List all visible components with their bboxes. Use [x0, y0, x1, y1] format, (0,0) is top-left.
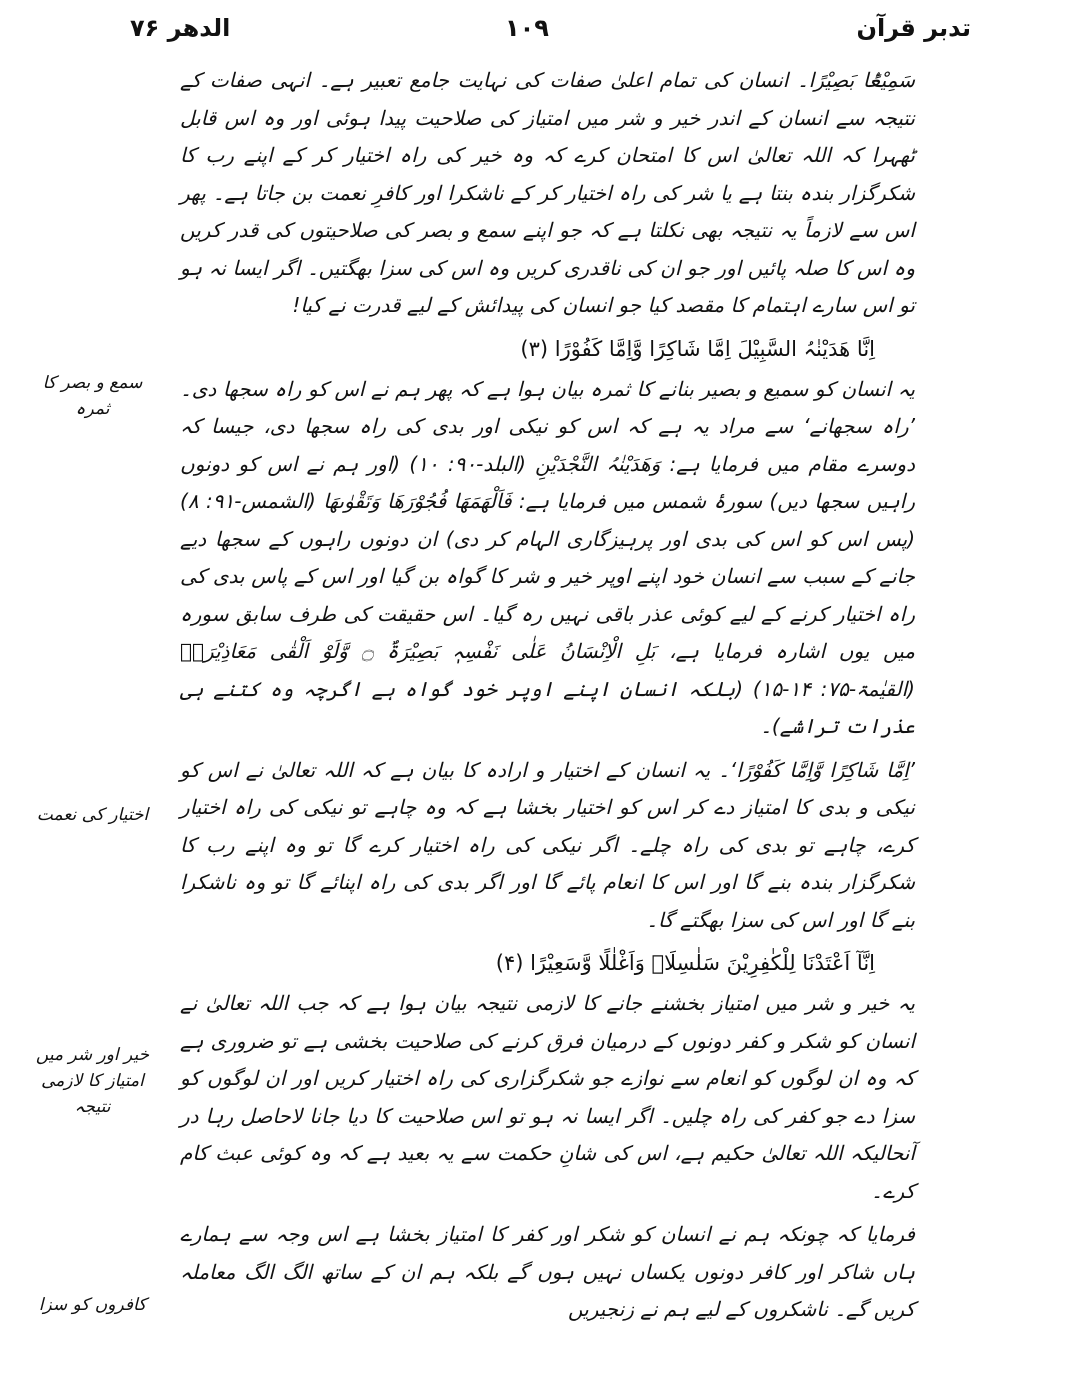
paragraph-choice: ’اِمَّا شَاکِرًا وَّاِمَّا کَفُوْرًا‘۔ یہ انسان کے اختیار و ارادہ کا بیان ہے کہ اللہ تعالیٰ نے اس کو نیکی و بدی کا امتیاز دے کر اس کو اختیار بخشا ہے کہ وہ چاہے تو نیکی کی راہ اختیار کرے، چاہے تو بدی کی راہ چلے۔ اگر نیکی کی راہ اختیار کرے گا تو وہ اپنے رب کا شکرگزار بندہ بنے گا اور اس کا انعام پائے گا اور اگر بدی کی راہ اپنائے گا تو وہ ناشکرا بنے گا اور اس کی سزا بھگتے گا۔: [180, 757, 916, 932]
verse-4: اِنَّآ اَعْتَدْنَا لِلْکٰفِرِیْنَ سَلٰسِلَاۡ وَاَغْلٰلًا وَّسَعِیْرًا (۴): [495, 951, 875, 975]
verse-3: اِنَّا ھَدَیْنٰہُ السَّبِیْلَ اِمَّا شَاکِرًا وَّاِمَّا کَفُوْرًا (۳): [520, 336, 875, 361]
surah-reference: الدھر ۷۶: [130, 14, 231, 42]
book-title: تدبر قرآن: [856, 14, 971, 42]
page-number: ۱۰۹: [505, 14, 549, 42]
paragraph-verse-3-explanation: یہ انسان کو سمیع و بصیر بنانے کا ثمرہ بیان ہوا ہے کہ پھر ہم نے اس کو راہ سجھا دی۔ ’راہ سجھانے‘ سے مراد یہ ہے کہ اس کو نیکی اور بدی کی راہ سجھا دی، جیسا کہ دوسرے مقام میں فرمایا ہے: وَھَدَیْنٰہُ النَّجْدَیْنِ (البلد-۹۰: ۱۰) (اور ہم نے اس کو دونوں راہیں سجھا دیں) سورۂ شمس میں فرمایا ہے: فَاَلْھَمَھَا فُجُوْرَھَا وَتَقْوٰىھَا (الشمس-۹۱: ۸) (پس اس کو اس کی بدی اور پرہیزگاری الہام کر دی) ان دونوں راہوں کے سجھا دیے جانے کے سبب سے انسان خود اپنے اوپر خیر و شر کا گواہ بن گیا اور اس کے پاس بدی کی راہ اختیار کرنے کے لیے کوئی عذر باقی نہیں رہ گیا۔ اس حقیقت کی طرف سابق سورہ میں یوں اشارہ فرمایا ہے، بَلِ الْاِنْسَانُ عَلٰی نَفْسِہٖ بَصِیْرَۃٌ ۝ وَّلَوْ اَلْقٰی مَعَاذِیْرَہٗ (القیٰمۃ-۷۵: ۱۴-۱۵) (بلکہ انسان اپنے اوپر خود گواہ ہے اگرچہ وہ کتنے ہی عذرات تراشے)۔: [180, 376, 916, 738]
paragraph-consequence: یہ خیر و شر میں امتیاز بخشنے جانے کا لازمی نتیجہ بیان ہوا ہے کہ جب اللہ تعالیٰ نے انسان کو شکر و کفر دونوں کے درمیان فرق کرنے کی صلاحیت بخشی ہے تو ضروری ہے کہ وہ ان لوگوں کو انعام سے نوازے جو شکرگزاری کی راہ اختیار کریں اور ان لوگوں کو سزا دے جو کفر کی راہ چلیں۔ اگر ایسا نہ ہو تو اس صلاحیت کا دیا جانا لاحاصل رہا در آنحالیکہ اللہ تعالیٰ حکیم ہے، اس کی شانِ حکمت سے یہ بعید ہے کہ وہ کوئی عبث کام کرے۔: [180, 991, 916, 1203]
side-note-discernment: خیر اور شر میں امتیاز کا لازمی نتیجہ: [35, 1045, 150, 1117]
side-note-punishment: کافروں کو سزا: [38, 1295, 147, 1315]
paragraph-intro: سَمِیْعًۢا بَصِیْرًا۔ انسان کی تمام اعلیٰ صفات کی نہایت جامع تعبیر ہے۔ انہی صفات کے نتیجہ سے انسان کے اندر خیر و شر میں امتیاز کی صلاحیت پیدا ہوئی اور وہ اس قابل ٹھہرا کہ اللہ تعالیٰ اس کا امتحان کرے کہ وہ خیر کی راہ اختیار کر کے اپنے رب کا شکرگزار بندہ بنتا ہے یا شر کی راہ اختیار کر کے ناشکرا اور کافرِ نعمت بن جاتا ہے۔ پھر اس سے لازماً یہ نتیجہ بھی نکلتا ہے کہ جو اپنے سمع و بصر کی صلاحیتوں کی قدر کریں وہ اس کا صلہ پائیں اور جو ان کی ناقدری کریں وہ اس کی سزا بھگتیں۔ اگر ایسا نہ ہو تو اس سارے اہتمام کا مقصد کیا جو انسان کی پیدائش کے لیے قدرت نے کیا!: [180, 68, 915, 317]
side-note-hearing-sight: سمع و بصر کا ثمرہ: [42, 373, 143, 419]
page-header: [0, 14, 1071, 54]
side-note-choice-blessing: اختیار کی نعمت: [36, 805, 149, 825]
commentary-body: [180, 62, 915, 1335]
paragraph-punishment: فرمایا کہ چونکہ ہم نے انسان کو شکر اور کفر کا امتیاز بخشا ہے اس وجہ سے ہمارے ہاں شاکر اور کافر دونوں یکساں نہیں ہوں گے بلکہ ہم ان کے ساتھ الگ الگ معاملہ کریں گے۔ ناشکروں کے لیے ہم نے زنجیریں: [180, 1222, 915, 1321]
